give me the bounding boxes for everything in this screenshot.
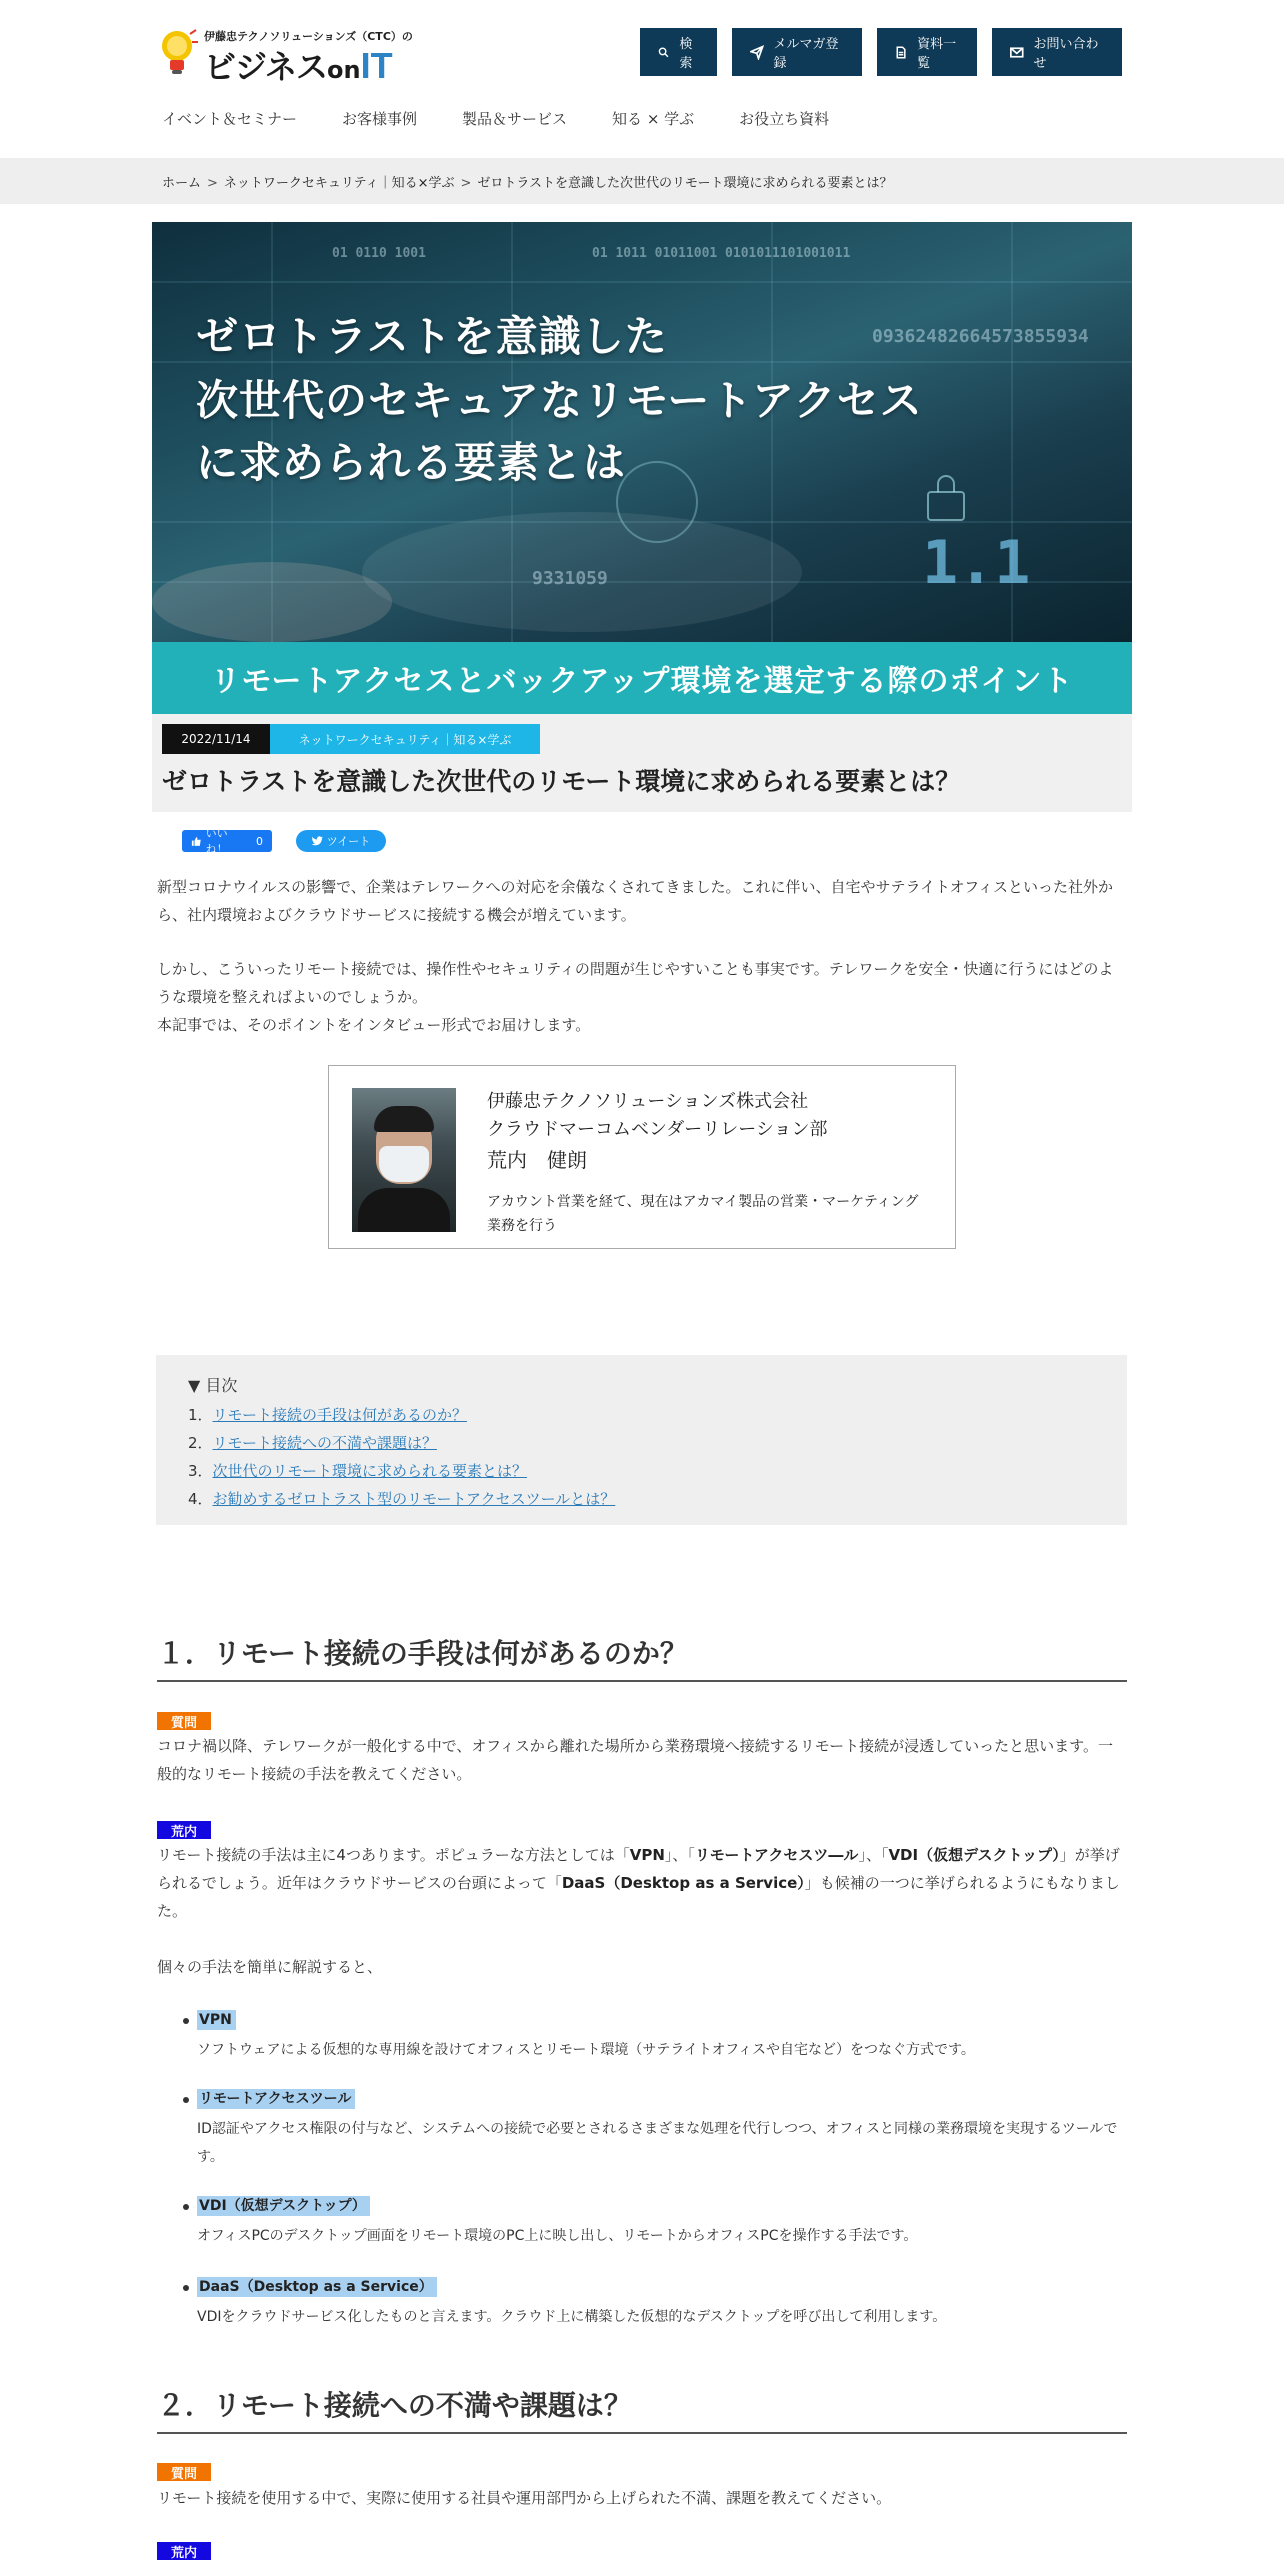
profile-description: アカウント営業を経て、現在はアカマイ製品の営業・マーケティング業務を行う [487,1194,919,1234]
toc-link[interactable]: リモート接続の手段は何があるのか？ [212,1406,467,1424]
answer-text: 」も候補の一つに挙げられるようにもなりました。 [157,1874,1120,1920]
hero-photo-background [152,222,1132,642]
document-icon [895,45,907,60]
section-1-heading: １．リモート接続の手段は何があるのか？ [157,1632,1127,1682]
breadcrumb-separator: > [207,176,218,191]
intro-paragraph-2: しかし、こういったリモート接続では、操作性やセキュリティの問題が生じやすいことも事実です。テレワークを安全・快適に行うにはどのような環境を整えればよいのでしょうか。 [157,960,1114,1006]
toc-heading[interactable]: ▼ 目次 [188,1376,238,1395]
section-1-question: コロナ禍以降、テレワークが一般化する中で、オフィスから離れた場所から業務環境へ接続するリモート接続が浸透していったと思います。一般的なリモート接続の手法を教えてください。 [157,1737,1113,1783]
documents-button-label: 資料一覧 [917,37,957,71]
question-label: 質問 [157,2463,211,2481]
section-1-lead: 個々の手法を簡単に解説すると、 [157,1958,383,1976]
toc-number: 1． [188,1406,213,1424]
logo-name-jp: ビジネス [204,48,328,86]
photo-body [358,1188,450,1232]
mail-icon [1010,45,1024,60]
answer-text: 」、「 [664,1846,695,1864]
photo-mask [379,1146,429,1182]
like-label: いいね！ [205,827,228,856]
section-2-heading: ２．リモート接続への不満や課題は？ [157,2384,1127,2434]
nav-item-products[interactable]: 製品＆サービス [462,110,568,128]
nav-item-resources[interactable]: お役立ち資料 [739,110,830,128]
bullet [183,2097,189,2103]
category-badge[interactable]: ネットワークセキュリティ｜知る×学ぶ [270,724,540,754]
photo-hair [374,1106,434,1132]
lightbulb-logo-icon [160,28,198,76]
search-icon [658,45,669,60]
site-logo[interactable] [160,24,413,86]
hero-subtitle: リモートアクセスとバックアップ環境を選定する際のポイント [210,664,1074,699]
nav-item-learn[interactable]: 知る × 学ぶ [612,110,695,128]
paper-plane-icon [750,45,764,60]
logo-name-on: on [327,56,361,84]
breadcrumb [162,172,893,191]
answer-term-remote-tool: リモートアクセスツ―ル [694,1846,859,1864]
breadcrumb-current: ゼロトラストを意識した次世代のリモート環境に求められる要素とは？ [477,176,893,191]
interviewee-profile [328,1065,956,1249]
global-nav [162,108,829,129]
tweet-button[interactable] [296,830,386,852]
date-badge: 2022/11/14 [162,724,270,754]
toc-number: 4． [188,1490,213,1508]
article-title: ゼロトラストを意識した次世代のリモート環境に求められる要素とは？ [162,767,961,796]
documents-button[interactable] [877,28,977,76]
answer-term-vpn: VPN [629,1846,665,1864]
hero-digits: 9331059 [532,568,608,589]
answer-label: 荒内 [157,1821,211,1839]
answer-text: リモート接続の手法は主に4つあります。ポピュラーな方法としては「 [157,1846,630,1864]
intro-paragraph-3: 本記事では、そのポイントをインタビュー形式でお届けします。 [157,1016,591,1034]
newsletter-button[interactable] [732,28,862,76]
table-of-contents [156,1355,1127,1525]
method-term: リモートアクセスツール [197,2089,355,2109]
profile-name: 荒内 健朗 [487,1148,587,1172]
article-header [152,714,1132,812]
method-description: ID認証やアクセス権限の付与など、システムへの接続で必要とされるさまざまな処理を代行しつつ、オフィスと同様の業務環境を実現するツールです。 [197,2121,1118,2165]
answer-term-daas: DaaS（Desktop as a Service） [561,1874,805,1892]
like-count: 0 [256,834,263,848]
hero-title-line-3: に求められる要素とは [196,438,627,487]
answer-text: 」、「 [858,1846,889,1864]
tweet-label: ツイート [326,835,371,848]
toc-link[interactable]: リモート接続への不満や課題は？ [212,1434,437,1452]
logo-name-it: IT [360,45,393,86]
breadcrumb-bar [0,158,1284,204]
toc-item [188,1401,615,1429]
bullet [183,2285,189,2291]
hero-digits: 01 1011 01011001 0101011101001011 [592,246,851,261]
toc-number: 3． [188,1462,213,1480]
hero-image [152,222,1132,714]
header-buttons [640,28,1122,76]
profile-department: クラウドマーコムベンダーリレーション部 [487,1119,828,1140]
toc-list [188,1401,615,1513]
intro-paragraph-1: 新型コロナウイルスの影響で、企業はテレワークへの対応を余儀なくされてきました。これに伴い、自宅やサテライトオフィスといった社外から、社内環境およびクラウドサービスに接続する機会が増えています。 [157,878,1113,924]
question-label: 質問 [157,1712,211,1730]
twitter-bird-icon [312,836,323,846]
answer-label: 荒内 [157,2542,211,2560]
hero-title-line-2: 次世代のセキュアなリモートアクセス [196,376,923,425]
toc-item [188,1429,615,1457]
method-term: VDI（仮想デスクトップ） [197,2196,370,2216]
nav-item-events[interactable]: イベント＆セミナー [162,110,298,128]
profile-company-block [487,1088,828,1144]
toc-number: 2． [188,1434,213,1452]
hero-subtitle-band [152,642,1132,714]
method-description: オフィスPCのデスクトップ画面をリモート環境のPC上に映し出し、リモートからオフィスPCを操作する手法です。 [197,2228,918,2244]
hero-title-line-1: ゼロトラストを意識した [196,312,668,361]
bullet [183,2204,189,2210]
hero-digits: 09362482664573855934 [872,326,1089,347]
site-header [0,0,1284,158]
toc-item [188,1457,615,1485]
nav-item-cases[interactable]: お客様事例 [342,110,418,128]
hero-digits: 1.1 [922,528,1031,598]
logo-wordmark [204,42,393,88]
contact-button[interactable] [992,28,1122,76]
interviewee-photo [352,1088,456,1232]
profile-company: 伊藤忠テクノソリューションズ株式会社 [487,1091,809,1112]
method-term: VPN [197,2010,236,2030]
search-button-label: 検索 [679,37,693,71]
breadcrumb-separator: > [460,176,472,191]
answer-text: 」が挙げられるでしょう。近年はクラウドサービスの台頭によって「 [157,1846,1120,1892]
method-description: ソフトウェアによる仮想的な専用線を設けてオフィスとリモート環境（サテライトオフィスや自宅など）をつなぐ方式です。 [197,2042,975,2058]
section-2-question: リモート接続を使用する中で、実際に使用する社員や運用部門から上げられた不満、課題を教えてください。 [157,2489,892,2507]
facebook-like-button[interactable] [182,827,272,856]
contact-button-label: お問い合わせ [1033,37,1099,71]
answer-term-vdi: VDI（仮想デスクトップ） [888,1846,1060,1864]
logo-tagline: 伊藤忠テクノソリューションズ（CTC）の [204,30,413,43]
hero-digits: 01 0110 1001 [332,246,426,261]
toc-link[interactable]: お勧めするゼロトラスト型のリモートアクセスツールとは？ [212,1490,616,1508]
breadcrumb-home[interactable]: ホーム [162,176,202,191]
method-description: VDIをクラウドサービス化したものと言えます。クラウド上に構築した仮想的なデスクトップを呼び出して利用します。 [197,2309,947,2325]
method-term: DaaS（Desktop as a Service） [197,2277,437,2297]
section-1-answer [157,1841,1127,1925]
newsletter-button-label: メルマガ登録 [773,37,839,71]
bullet [183,2018,189,2024]
toc-item [188,1485,615,1513]
thumbs-up-icon [191,836,202,847]
toc-link[interactable]: 次世代のリモート環境に求められる要素とは？ [212,1462,527,1480]
search-button[interactable] [640,28,717,76]
breadcrumb-category[interactable]: ネットワークセキュリティ｜知る×学ぶ [223,176,455,191]
